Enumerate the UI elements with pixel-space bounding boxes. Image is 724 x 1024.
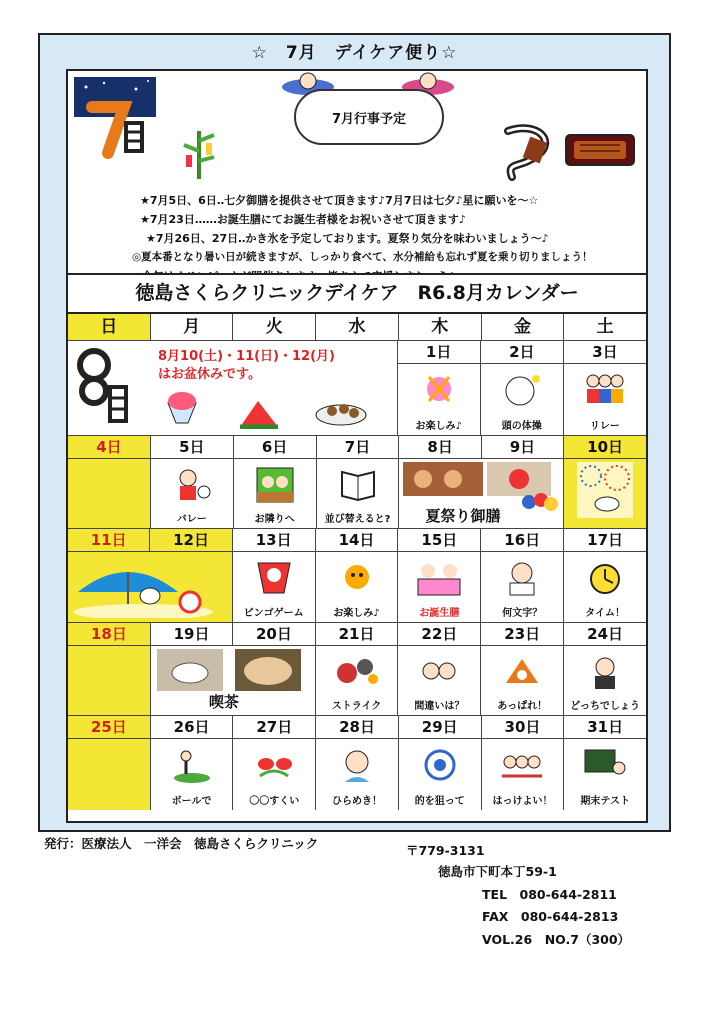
weekday-wed: 水 bbox=[316, 314, 399, 340]
day-number: 14日 bbox=[316, 529, 398, 552]
day-caption: ボールで bbox=[171, 796, 212, 807]
weekday-mon: 月 bbox=[151, 314, 234, 340]
calendar-day bbox=[564, 529, 646, 622]
calendar-week-4 bbox=[68, 623, 646, 716]
notice-line: ★7月5日、6日‥七夕御膳を提供させて頂きます♪7月7日は七夕♪星に願いを～☆ bbox=[140, 194, 539, 207]
day-number: 20日 bbox=[255, 625, 292, 643]
august-banner-cell bbox=[68, 341, 398, 435]
thinking-head-icon bbox=[502, 371, 542, 413]
phone-number: TEL 080-644-2811 bbox=[482, 887, 617, 902]
calendar-day bbox=[482, 716, 565, 810]
calendar-day bbox=[233, 716, 316, 810]
idea-person-icon bbox=[337, 746, 377, 788]
calendar-day bbox=[233, 529, 316, 622]
august-calendar bbox=[66, 273, 648, 823]
day-caption: 頭の体操 bbox=[501, 421, 542, 432]
calendar-day bbox=[68, 623, 151, 715]
newsletter-title: ☆ 7月 デイケア便り☆ bbox=[251, 43, 458, 63]
calendar-week-3 bbox=[68, 529, 646, 623]
address: 徳島市下町本丁59-1 bbox=[438, 864, 557, 879]
choice-person-icon bbox=[585, 653, 625, 695]
august-big-icon bbox=[72, 347, 132, 431]
calendar-day bbox=[316, 716, 399, 810]
day-caption: タイム！ bbox=[585, 608, 625, 619]
lion-dance-icon bbox=[502, 653, 542, 695]
day-caption: 並び替えると? bbox=[324, 514, 391, 525]
notice-line: ★7月26日、27日‥かき氷を予定しております。夏祭り気分を味わいましょう～♪ bbox=[146, 232, 549, 245]
day-number: 28日 bbox=[316, 716, 398, 739]
day-number: 15日 bbox=[398, 529, 480, 552]
notice-lines bbox=[132, 191, 640, 286]
calendar-day bbox=[564, 436, 646, 528]
blackboard-test-icon bbox=[583, 746, 627, 788]
day-number: 21日 bbox=[316, 623, 398, 646]
calendar-day bbox=[234, 436, 317, 528]
food-plate-icon bbox=[314, 393, 368, 431]
day-caption: ビンゴゲーム bbox=[243, 608, 304, 619]
weekday-sat: 土 bbox=[596, 317, 614, 337]
target-icon bbox=[420, 746, 460, 788]
eel-icon bbox=[498, 121, 558, 189]
day-caption: リレー bbox=[589, 421, 620, 432]
day-caption: あっぱれ！ bbox=[497, 701, 548, 712]
day-caption: ひらめき！ bbox=[332, 796, 383, 807]
cafe-photo bbox=[157, 649, 303, 697]
spot-difference-icon bbox=[419, 653, 459, 695]
calendar-title: 徳島さくらクリニックデイケア R6.8月カレンダー bbox=[68, 275, 646, 314]
day-number: 4日 bbox=[68, 436, 150, 459]
calendar-day bbox=[398, 623, 481, 715]
sumo-icon bbox=[500, 746, 544, 788]
calendar-day bbox=[564, 623, 646, 715]
mascot-icon bbox=[337, 559, 377, 601]
fax-number: FAX 080-644-2813 bbox=[482, 909, 619, 924]
day-number: 6日 bbox=[234, 436, 316, 459]
day-number: 10日 bbox=[564, 436, 646, 459]
seven-month-icon bbox=[74, 77, 156, 163]
day-caption: お隣りへ bbox=[254, 514, 295, 525]
day-caption: どっちでしょう bbox=[570, 701, 640, 712]
obon-notice-line2: はお盆休みです。 bbox=[158, 367, 261, 382]
day-number: 25日 bbox=[68, 716, 150, 739]
weekday-header bbox=[68, 314, 646, 341]
calendar-day bbox=[317, 436, 400, 528]
day-number: 17日 bbox=[564, 529, 646, 552]
calendar-week-1 bbox=[68, 341, 646, 436]
day-number: 5日 bbox=[151, 436, 233, 459]
day-number: 26日 bbox=[151, 716, 233, 739]
calendar-day bbox=[151, 716, 234, 810]
beach-icon bbox=[68, 552, 232, 622]
day-number: 24日 bbox=[564, 623, 646, 646]
day-caption: バレー bbox=[176, 514, 207, 525]
day-number: 7日 bbox=[317, 436, 399, 459]
calendar-day bbox=[481, 341, 564, 435]
day-caption: 〇〇すくい bbox=[249, 796, 300, 807]
day-caption: 何文字？ bbox=[502, 608, 543, 619]
calendar-day bbox=[151, 436, 234, 528]
watermelon-icon bbox=[238, 399, 280, 433]
day-number: 3日 bbox=[564, 341, 646, 364]
newsletter-frame bbox=[38, 33, 671, 832]
shaved-ice-icon bbox=[164, 389, 200, 433]
day-number: 23日 bbox=[481, 623, 563, 646]
professor-icon bbox=[502, 559, 542, 601]
calendar-day bbox=[68, 716, 151, 810]
volleyball-icon bbox=[172, 466, 212, 508]
calendar-week-5 bbox=[68, 716, 646, 810]
day-number: 18日 bbox=[68, 623, 150, 646]
party-icon bbox=[419, 371, 459, 413]
neighbors-icon bbox=[255, 466, 295, 508]
day-number: 13日 bbox=[233, 529, 315, 552]
day-number: 11日 bbox=[68, 529, 150, 551]
publisher-line: 発行：医療法人 一洋会 徳島さくらクリニック bbox=[44, 836, 319, 851]
day-number: 31日 bbox=[564, 716, 646, 739]
day-number: 8日 bbox=[399, 436, 481, 458]
calendar-day bbox=[316, 529, 399, 622]
calendar-day bbox=[398, 341, 481, 435]
weekday-sun: 日 bbox=[68, 314, 151, 340]
notice-line: ★7月23日‥‥‥お誕生膳にてお誕生者様をお祝いさせて頂きます♪ bbox=[140, 213, 466, 226]
day-number: 22日 bbox=[398, 623, 480, 646]
calendar-week-2 bbox=[68, 436, 646, 529]
bowling-icon bbox=[335, 653, 379, 695]
beach-cell bbox=[68, 529, 233, 622]
bamboo-icon bbox=[180, 129, 218, 185]
weekday-tue: 火 bbox=[233, 314, 316, 340]
day-number: 19日 bbox=[151, 623, 233, 645]
day-number: 30日 bbox=[482, 716, 564, 739]
day-caption: お誕生膳 bbox=[419, 608, 460, 619]
day-number: 29日 bbox=[399, 716, 481, 739]
notice-line: ◎夏本番となり暑い日が続きますが、しっかり食べて、水分補給も忘れず夏を乗り切りましょう！ bbox=[132, 251, 593, 263]
calendar-day bbox=[398, 529, 481, 622]
festival-meal-cell bbox=[399, 436, 564, 528]
july-events-panel bbox=[66, 69, 648, 301]
day-number: 12日 bbox=[150, 529, 231, 551]
day-caption: はっけよい！ bbox=[492, 796, 553, 807]
stopwatch-icon bbox=[585, 559, 625, 601]
day-caption: お楽しみ♪ bbox=[415, 421, 462, 432]
calendar-day bbox=[564, 341, 646, 435]
postal-code: 〒779-3131 bbox=[406, 843, 485, 858]
golf-icon bbox=[172, 746, 212, 788]
relay-runners-icon bbox=[583, 371, 627, 413]
day-number: 1日 bbox=[398, 341, 480, 364]
calendar-day bbox=[399, 716, 482, 810]
cafe-label: 喫茶 bbox=[208, 693, 239, 711]
weekday-fri: 金 bbox=[482, 314, 565, 340]
day-number: 2日 bbox=[481, 341, 563, 364]
goldfish-icon bbox=[254, 746, 294, 788]
balloons-icon bbox=[519, 492, 559, 526]
calendar-day bbox=[316, 623, 399, 715]
day-caption: 間違いは？ bbox=[414, 701, 465, 712]
fireworks-icon bbox=[577, 462, 633, 522]
day-caption: お楽しみ♪ bbox=[333, 608, 380, 619]
cafe-cell bbox=[151, 623, 316, 715]
calendar-day bbox=[68, 436, 151, 528]
bingo-icon bbox=[254, 559, 294, 601]
obon-notice-line1: 8月10(土)・11(日)・12(月) bbox=[158, 349, 335, 364]
calendar-day bbox=[481, 623, 564, 715]
book-puzzle-icon bbox=[338, 466, 378, 508]
birthday-party-icon bbox=[414, 559, 464, 601]
day-caption: ストライク bbox=[331, 701, 382, 712]
unagi-bowl-icon bbox=[564, 133, 636, 171]
volume-number: VOL.26 NO.7（300） bbox=[482, 932, 631, 947]
day-caption: 的を狙って bbox=[414, 796, 465, 807]
weekday-thu: 木 bbox=[399, 314, 482, 340]
calendar-day bbox=[481, 529, 564, 622]
calendar-day bbox=[564, 716, 646, 810]
day-caption: 期末テスト bbox=[580, 796, 630, 807]
festival-meal-label: 夏祭り御膳 bbox=[425, 507, 501, 525]
july-events-badge: 7月行事予定 bbox=[294, 89, 444, 145]
day-number: 16日 bbox=[481, 529, 563, 552]
day-number: 9日 bbox=[509, 438, 536, 456]
day-number: 27日 bbox=[233, 716, 315, 739]
